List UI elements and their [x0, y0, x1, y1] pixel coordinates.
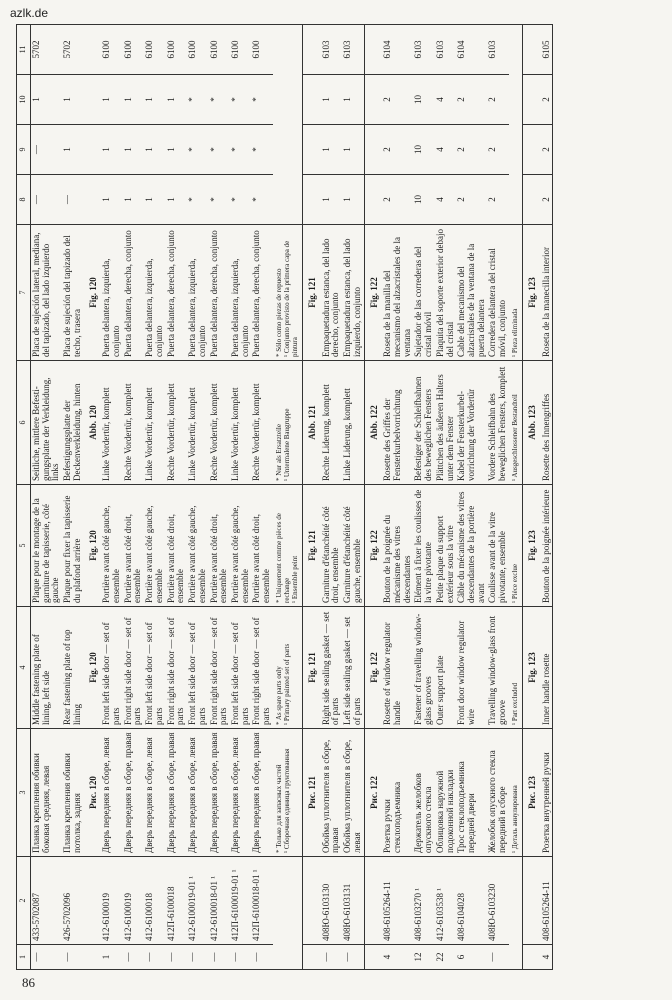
position-cell: 4	[541, 945, 553, 970]
part-number-cell: 412П-6100018-01 ¹	[251, 857, 272, 945]
quantity-cell: 6100	[123, 25, 144, 75]
column-header-row	[17, 25, 31, 970]
description-en-cell: Right side sealing gasket — set of parts	[321, 607, 342, 729]
description-fr-cell: Garniture d'étanchéité côté droit, ensemble	[321, 485, 342, 607]
quantity-cell: 4	[435, 125, 456, 175]
description-es-cell: Sujetador de las correderas del cristal móvil	[413, 225, 434, 361]
description-fr-cell: Coulisse avant de la vitre pivotante, ensemble	[487, 485, 508, 607]
column-header: 9	[17, 125, 31, 175]
quantity-cell: 1	[166, 75, 187, 125]
description-es-cell: Empaquetadura estanca, del lado derecho, conjunto	[321, 225, 342, 361]
rotated-parts-table	[16, 25, 656, 970]
description-fr-cell: Elément à fixer les coulisses de la vitre pivotante	[413, 485, 434, 607]
empty-cell	[84, 75, 102, 125]
quantity-cell: 2	[487, 125, 508, 175]
description-de-cell: Rechte Vordertür, komplett	[209, 361, 230, 485]
part-number-cell: 408-6105264-11	[382, 857, 413, 945]
description-es-cell: Puerta delantera, izquierda, conjunto	[187, 225, 208, 361]
description-en-cell: Front left side door — set of parts	[187, 607, 208, 729]
quantity-cell: 1	[62, 75, 83, 125]
empty-cell	[84, 175, 102, 225]
description-fr-cell: Bouton de la poignée intérieure	[541, 485, 553, 607]
description-fr-cell: Portière avant côté gauche, ensemble	[144, 485, 165, 607]
quantity-cell: 6100	[209, 25, 230, 75]
position-cell: —	[487, 945, 508, 970]
quantity-cell: 2	[382, 175, 413, 225]
part-number-cell: 408-6104028	[456, 857, 487, 945]
quantity-cell: *	[251, 125, 272, 175]
quantity-cell: 1	[144, 175, 165, 225]
empty-cell	[364, 25, 382, 75]
description-es-cell: Puerta delantera, izquierda, conjunto	[230, 225, 251, 361]
description-fr-cell: Câble du mécanisme des vitres descendantes de la portière avant	[456, 485, 487, 607]
figure-heading: Fig. 121	[302, 607, 320, 729]
quantity-cell: 2	[541, 175, 553, 225]
description-en-cell: Front right side door — set of parts	[123, 607, 144, 729]
column-header: 8	[17, 175, 31, 225]
column-header: 2	[17, 857, 31, 945]
figure-heading: Fig. 123	[522, 225, 540, 361]
description-es-cell: Placa de sujeción del tapizado del techo, trasera	[62, 225, 83, 361]
part-number-cell: 433-5702087	[31, 857, 63, 945]
column-header: 3	[17, 729, 31, 857]
description-es-cell: Puerta delantera, derecha, conjunto	[251, 225, 272, 361]
quantity-cell: 6103	[321, 25, 342, 75]
quantity-cell: 1	[123, 125, 144, 175]
quantity-cell: 1	[144, 125, 165, 175]
footnote: * Nur als Ersatzteile ¹ Untermalene Baugruppe	[273, 361, 303, 485]
quantity-cell: *	[251, 175, 272, 225]
description-ru-cell: Розетка внутренней ручки	[541, 729, 553, 857]
quantity-cell: 6103	[413, 25, 434, 75]
description-fr-cell: Portière avant côté gauche, ensemble	[101, 485, 122, 607]
quantity-cell: *	[187, 125, 208, 175]
quantity-cell: 6104	[456, 25, 487, 75]
empty-cell	[522, 125, 540, 175]
position-cell: —	[321, 945, 342, 970]
description-en-cell: Rear fastening plate of top lining	[62, 607, 83, 729]
empty-cell	[364, 857, 382, 945]
description-en-cell: Middle fastening plate of lining, left side	[31, 607, 63, 729]
description-es-cell: Puerta delantera, izquierda, conjunto	[144, 225, 165, 361]
description-de-cell: Rosette des Innengriffes	[541, 361, 553, 485]
quantity-cell: 2	[541, 75, 553, 125]
description-de-cell: Linke Vordertür, komplett	[230, 361, 251, 485]
site-tag: azlk.de	[10, 6, 49, 20]
position-cell: 1	[101, 945, 122, 970]
description-ru-cell: Дверь передняя в сборе, правая	[123, 729, 144, 857]
position-cell: —	[144, 945, 165, 970]
quantity-cell: 1	[342, 125, 364, 175]
figure-heading: Fig. 123	[522, 485, 540, 607]
description-es-cell: Placa de sujeción lateral, mediana, del tapizado, del lado izquierdo	[31, 225, 63, 361]
quantity-cell: 1	[144, 75, 165, 125]
empty-cell	[273, 857, 303, 970]
description-fr-cell: Portière avant côté gauche, ensemble	[230, 485, 251, 607]
empty-cell	[273, 25, 303, 225]
figure-heading: Fig. 123	[522, 607, 540, 729]
quantity-cell: 2	[456, 175, 487, 225]
figure-heading: Abb. 121	[302, 361, 320, 485]
position-cell: —	[62, 945, 83, 970]
footnote: ¹ Pièce exclue	[509, 485, 523, 607]
description-ru-cell: Желобок опускного стекла передний в сборе	[487, 729, 508, 857]
footnote-row	[509, 25, 523, 970]
description-ru-cell: Дверь передняя в сборе, левая	[187, 729, 208, 857]
position-cell: 22	[435, 945, 456, 970]
description-en-cell: Travelling window-glass front groove	[487, 607, 508, 729]
description-de-cell: Linke Liderung, komplett	[342, 361, 364, 485]
description-ru-cell: Трос стеклоподъемника передней двери	[456, 729, 487, 857]
table-row	[62, 25, 83, 970]
quantity-cell: 6105	[541, 25, 553, 75]
description-en-cell: Front left side door — set of parts	[230, 607, 251, 729]
description-ru-cell: Обойма уплотнителя в сборе, левая	[342, 729, 364, 857]
quantity-cell: *	[230, 125, 251, 175]
figure-heading: Fig. 122	[364, 607, 382, 729]
description-en-cell: Outer support plate	[435, 607, 456, 729]
empty-cell	[509, 857, 523, 970]
quantity-cell: *	[209, 175, 230, 225]
description-fr-cell: Plaque pour fixer la tapisserie du plafond arrière	[62, 485, 83, 607]
empty-cell	[84, 857, 102, 945]
description-ru-cell: Обойма уплотнителя в сборе, правая	[321, 729, 342, 857]
position-cell: —	[230, 945, 251, 970]
quantity-cell: *	[251, 75, 272, 125]
empty-cell	[302, 25, 320, 75]
parts-table-body	[31, 25, 553, 970]
position-cell: —	[187, 945, 208, 970]
description-fr-cell: Plaque pour le montage de la garniture de tapisserie, côté gauche	[31, 485, 63, 607]
column-header: 5	[17, 485, 31, 607]
quantity-cell: 2	[487, 75, 508, 125]
quantity-cell: 2	[456, 125, 487, 175]
figure-heading-row	[364, 25, 382, 970]
empty-cell	[84, 125, 102, 175]
figure-heading: Fig. 120	[84, 225, 102, 361]
column-header: 6	[17, 361, 31, 485]
part-number-cell: 412-6100019	[101, 857, 122, 945]
quantity-cell: 6103	[435, 25, 456, 75]
parts-table	[16, 24, 553, 970]
table-row	[209, 25, 230, 970]
position-cell: —	[251, 945, 272, 970]
description-de-cell: Linke Vordertür, komplett	[101, 361, 122, 485]
description-en-cell: Fastener of travelling window-glass grooves	[413, 607, 434, 729]
part-number-cell: 412-6100018-01 ¹	[209, 857, 230, 945]
table-row	[413, 25, 434, 970]
quantity-cell: 6104	[382, 25, 413, 75]
table-row	[144, 25, 165, 970]
figure-heading: Abb. 120	[84, 361, 102, 485]
part-number-cell: 412-6103538 ¹	[435, 857, 456, 945]
description-de-cell: Plättchen des äußeren Halters unter dem Fenster	[435, 361, 456, 485]
figure-heading: Рис. 122	[364, 729, 382, 857]
description-es-cell: Roseta de la manilla del mecanismo del alzacristales de la ventana	[382, 225, 413, 361]
description-en-cell: Rosette of window regulator handle	[382, 607, 413, 729]
part-number-cell: 408-6105264-11	[541, 857, 553, 945]
quantity-cell: 10	[413, 125, 434, 175]
description-fr-cell: Portière avant côté gauche, ensemble	[187, 485, 208, 607]
figure-heading-row	[522, 25, 540, 970]
description-es-cell: Corredera delantera del cristal móvil, conjunto	[487, 225, 508, 361]
empty-cell	[84, 25, 102, 75]
column-header: 4	[17, 607, 31, 729]
empty-cell	[522, 857, 540, 945]
quantity-cell: 4	[435, 75, 456, 125]
description-ru-cell: Розетка ручки стеклоподъемника	[382, 729, 413, 857]
empty-cell	[302, 945, 320, 970]
position-cell: —	[166, 945, 187, 970]
description-en-cell: Front right side door — set of parts	[251, 607, 272, 729]
description-fr-cell: Petite plaque du support extérieur sous la vitre	[435, 485, 456, 607]
quantity-cell: 1	[342, 175, 364, 225]
part-number-cell: 412-6100018	[144, 857, 165, 945]
position-cell: —	[123, 945, 144, 970]
description-de-cell: Rosette des Griffes der Fensterkurbelvorrichtung	[382, 361, 413, 485]
description-de-cell: Befestigungsplatte der Deckenverkleidung, hinten	[62, 361, 83, 485]
description-de-cell: Rechte Vordertür, komplett	[123, 361, 144, 485]
quantity-cell: 2	[382, 125, 413, 175]
table-row	[435, 25, 456, 970]
quantity-cell: *	[230, 175, 251, 225]
empty-cell	[364, 75, 382, 125]
description-es-cell: Roseta de la manecilla interior	[541, 225, 553, 361]
description-ru-cell: Планка крепления обивки потолка, задняя	[62, 729, 83, 857]
description-es-cell: Puerta delantera, derecha, conjunto	[166, 225, 187, 361]
position-cell: —	[209, 945, 230, 970]
quantity-cell: 1	[101, 75, 122, 125]
description-de-cell: Rechte Liderung, komplett	[321, 361, 342, 485]
table-row	[251, 25, 272, 970]
empty-cell	[364, 945, 382, 970]
quantity-cell: 1	[321, 75, 342, 125]
quantity-cell: 6103	[342, 25, 364, 75]
table-row	[187, 25, 208, 970]
empty-cell	[522, 25, 540, 75]
description-en-cell: Front right side door — set of parts	[166, 607, 187, 729]
footnote: * Sólo como piezas de repuesto ¹ Conjunto provisto de la primera capa de pintura	[273, 225, 303, 361]
table-row	[541, 25, 553, 970]
empty-cell	[302, 175, 320, 225]
description-en-cell: Inner handle rosette	[541, 607, 553, 729]
figure-heading: Fig. 120	[84, 607, 102, 729]
description-en-cell: Front right side door — set of parts	[209, 607, 230, 729]
column-header: 7	[17, 225, 31, 361]
quantity-cell: *	[209, 75, 230, 125]
description-ru-cell: Дверь передняя в сборе, правая	[251, 729, 272, 857]
description-en-cell: Front left side door — set of parts	[144, 607, 165, 729]
table-row	[101, 25, 122, 970]
description-ru-cell: Дверь передняя в сборе, правая	[209, 729, 230, 857]
position-cell: —	[342, 945, 364, 970]
quantity-cell: 5702	[31, 25, 63, 75]
description-de-cell: Linke Vordertür, komplett	[144, 361, 165, 485]
quantity-cell: —	[31, 175, 63, 225]
quantity-cell: 1	[166, 175, 187, 225]
description-de-cell: Befestiger der Schleifbahnen des beweglichen Fensters	[413, 361, 434, 485]
description-ru-cell: Облицовка наружной подоконной накладки	[435, 729, 456, 857]
description-ru-cell: Дверь передняя в сборе, левая	[101, 729, 122, 857]
description-ru-cell: Дверь передняя в сборе, левая	[144, 729, 165, 857]
column-header: 10	[17, 75, 31, 125]
column-header: 1	[17, 945, 31, 970]
quantity-cell: 2	[456, 75, 487, 125]
description-fr-cell: Garniture d'étanchéité côté gauche, ensemble	[342, 485, 364, 607]
quantity-cell: 4	[435, 175, 456, 225]
footnote: * As spare parts only ¹ Primary painted set of parts	[273, 607, 303, 729]
quantity-cell: —	[31, 125, 63, 175]
quantity-cell: 1	[321, 175, 342, 225]
quantity-cell: 6100	[251, 25, 272, 75]
table-row	[166, 25, 187, 970]
empty-cell	[364, 125, 382, 175]
quantity-cell: *	[230, 75, 251, 125]
description-ru-cell: Держатель желобков опускного стекла	[413, 729, 434, 857]
description-en-cell: Left side sealing gasket — set of parts	[342, 607, 364, 729]
part-number-cell: 412П-6100019-01 ¹	[230, 857, 251, 945]
quantity-cell: —	[62, 175, 83, 225]
table-row	[321, 25, 342, 970]
figure-heading: Рис. 120	[84, 729, 102, 857]
column-header: 11	[17, 25, 31, 75]
empty-cell	[302, 125, 320, 175]
quantity-cell: 1	[101, 175, 122, 225]
quantity-cell: 10	[413, 75, 434, 125]
figure-heading: Fig. 122	[364, 225, 382, 361]
quantity-cell: 2	[487, 175, 508, 225]
quantity-cell: 5702	[62, 25, 83, 75]
figure-heading: Fig. 121	[302, 225, 320, 361]
description-es-cell: Puerta delantera, derecha, conjunto	[123, 225, 144, 361]
footnote: ¹ Деталь аннулирована	[509, 729, 523, 857]
quantity-cell: 6103	[487, 25, 508, 75]
table-row	[382, 25, 413, 970]
footnote: ¹ Pieza eliminada	[509, 225, 523, 361]
empty-cell	[302, 857, 320, 945]
table-row	[487, 25, 508, 970]
description-es-cell: Empaquetadura estanca, del lado izquierdo, conjunto	[342, 225, 364, 361]
empty-cell	[522, 75, 540, 125]
description-de-cell: Linke Vordertür, komplett	[187, 361, 208, 485]
figure-heading: Fig. 120	[84, 485, 102, 607]
description-de-cell: Rechte Vordertür, komplett	[251, 361, 272, 485]
part-number-cell: 412-6100019-01 ¹	[187, 857, 208, 945]
position-cell: 6	[456, 945, 487, 970]
description-ru-cell: Планка крепления обивки боковая средняя, левая	[31, 729, 63, 857]
description-es-cell: Cable del mecanismo del alzacristales de la ventana de la puerta delantera	[456, 225, 487, 361]
footnote: * Только для запасных частей ¹ Сборочная единица грунтованная	[273, 729, 303, 857]
figure-heading: Fig. 122	[364, 485, 382, 607]
description-ru-cell: Дверь передняя в сборе, правая	[166, 729, 187, 857]
table-row	[230, 25, 251, 970]
part-number-cell: 408Ю-6103130	[321, 857, 342, 945]
quantity-cell: 1	[123, 75, 144, 125]
quantity-cell: 2	[382, 75, 413, 125]
position-cell: 4	[382, 945, 413, 970]
empty-cell	[84, 945, 102, 970]
part-number-cell: 408Ю-6103230	[487, 857, 508, 945]
quantity-cell: 1	[123, 175, 144, 225]
description-fr-cell: Portière avant côté droit, ensemble	[123, 485, 144, 607]
description-fr-cell: Portière avant côté droit, ensemble	[251, 485, 272, 607]
quantity-cell: *	[187, 75, 208, 125]
part-number-cell: 412-6100019	[123, 857, 144, 945]
quantity-cell: 10	[413, 175, 434, 225]
description-fr-cell: Portière avant côté droit, ensemble	[166, 485, 187, 607]
empty-cell	[302, 75, 320, 125]
quantity-cell: 6100	[166, 25, 187, 75]
quantity-cell: 6100	[144, 25, 165, 75]
description-en-cell: Front door window regulator wire	[456, 607, 487, 729]
table-row	[123, 25, 144, 970]
description-ru-cell: Дверь передняя в сборе, левая	[230, 729, 251, 857]
table-row	[31, 25, 63, 970]
quantity-cell: 6100	[230, 25, 251, 75]
description-fr-cell: Bouton de la poignée du mécanisme des vitres descendantes	[382, 485, 413, 607]
table-row	[342, 25, 364, 970]
figure-heading-row	[84, 25, 102, 970]
description-en-cell: Front left side door — set of parts	[101, 607, 122, 729]
quantity-cell: *	[209, 125, 230, 175]
quantity-cell: 1	[62, 125, 83, 175]
part-number-cell: 412П-6100018	[166, 857, 187, 945]
quantity-cell: 1	[31, 75, 63, 125]
quantity-cell: 1	[166, 125, 187, 175]
empty-cell	[509, 25, 523, 225]
quantity-cell: *	[187, 175, 208, 225]
empty-cell	[364, 175, 382, 225]
page-number: 86	[22, 975, 35, 990]
part-number-cell: 408-6103270 ¹	[413, 857, 434, 945]
part-number-cell: 408Ю-6103131	[342, 857, 364, 945]
description-de-cell: Vordere Schleifbahn des beweglichen Fensters, komplett	[487, 361, 508, 485]
part-number-cell: 426-5702096	[62, 857, 83, 945]
quantity-cell: 6100	[101, 25, 122, 75]
quantity-cell: 1	[101, 125, 122, 175]
empty-cell	[522, 175, 540, 225]
figure-heading: Рис. 123	[522, 729, 540, 857]
footnote: ¹ Ausgeschlossener Bestandteil	[509, 361, 523, 485]
description-de-cell: Rechte Vordertür, komplett	[166, 361, 187, 485]
figure-heading: Рис. 121	[302, 729, 320, 857]
description-es-cell: Puerta delantera, izquierda, conjunto	[101, 225, 122, 361]
description-de-cell: Kabel der Fensterkurbelvorrichtung der Vordertür	[456, 361, 487, 485]
position-cell: 12	[413, 945, 434, 970]
footnote: * Uniquement comme pièces de rechange ¹ Ensemble peint	[273, 485, 303, 607]
empty-cell	[522, 945, 540, 970]
description-de-cell: Seitliche, mittlere Befestigungsplatte der Verkleidung, links	[31, 361, 63, 485]
footnote-row	[273, 25, 303, 970]
quantity-cell: 6100	[187, 25, 208, 75]
description-fr-cell: Portière avant côté droit, ensemble	[209, 485, 230, 607]
footnote: ¹ Part excluded	[509, 607, 523, 729]
quantity-cell: 2	[541, 125, 553, 175]
description-es-cell: Puerta delantera, derecha, conjunto	[209, 225, 230, 361]
figure-heading: Abb. 123	[522, 361, 540, 485]
quantity-cell: 1	[321, 125, 342, 175]
figure-heading-row	[302, 25, 320, 970]
position-cell: —	[31, 945, 63, 970]
figure-heading: Abb. 122	[364, 361, 382, 485]
table-row	[456, 25, 487, 970]
quantity-cell: 1	[342, 75, 364, 125]
description-es-cell: Plaquita del soporte exterior debajo del cristal	[435, 225, 456, 361]
figure-heading: Fig. 121	[302, 485, 320, 607]
